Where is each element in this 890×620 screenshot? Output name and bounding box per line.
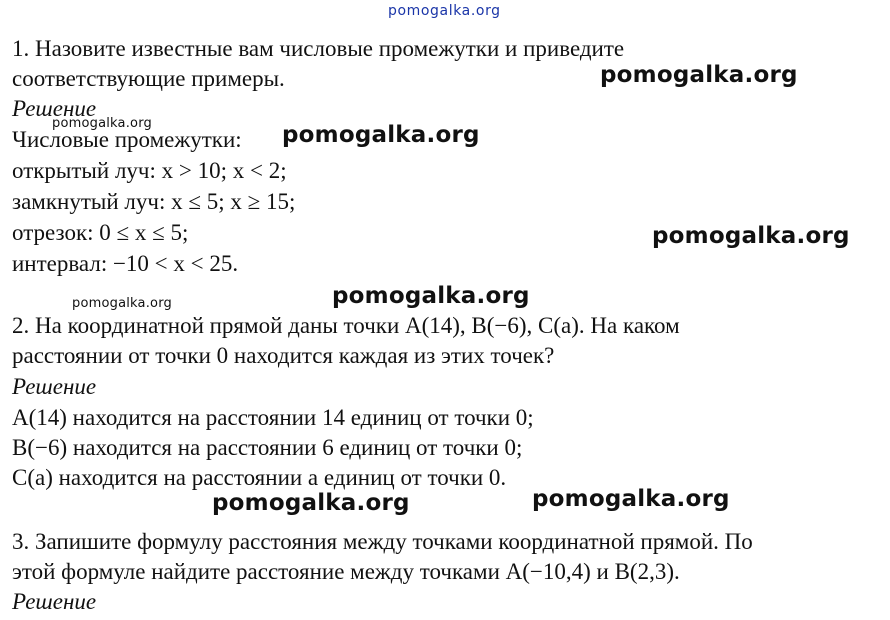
watermark: pomogalka.org	[282, 122, 480, 148]
watermark: pomogalka.org	[52, 116, 152, 131]
q2-solution-line1: A(14) находится на расстоянии 14 единиц от точки 0;	[12, 405, 534, 430]
watermark: pomogalka.org	[532, 486, 730, 512]
q1-solution-label: Решение	[12, 96, 97, 121]
q1-question-line2: соответствующие примеры.	[12, 66, 285, 91]
q3-solution-label: Решение	[12, 589, 97, 614]
watermark: pomogalka.org	[72, 296, 172, 311]
q1-solution-line2: открытый луч: x > 10; x < 2;	[12, 158, 287, 183]
q2-solution-line3: C(a) находится на расстоянии a единиц от точки 0.	[12, 465, 507, 490]
watermark: pomogalka.org	[652, 223, 850, 249]
q1-solution-line1: Числовые промежутки:	[12, 127, 242, 152]
q1-solution-line5: интервал: −10 < x < 25.	[12, 251, 239, 276]
q2-question-line2: расстоянии от точки 0 находится каждая из этих точек?	[12, 343, 555, 368]
q1-solution-line4: отрезок: 0 ≤ x ≤ 5;	[12, 220, 189, 245]
header-watermark: pomogalka.org	[388, 3, 501, 19]
q1-solution-line3: замкнутый луч: x ≤ 5; x ≥ 15;	[12, 189, 296, 214]
q3-question-line2: этой формуле найдите расстояние между точками A(−10,4) и B(2,3).	[12, 559, 680, 584]
watermark: pomogalka.org	[600, 62, 798, 88]
watermark: pomogalka.org	[332, 283, 530, 309]
q1-question-line1: 1. Назовите известные вам числовые промежутки и приведите	[12, 36, 625, 61]
q3-question-line1: 3. Запишите формулу расстояния между точками координатной прямой. По	[12, 529, 753, 554]
q2-solution-line2: B(−6) находится на расстоянии 6 единиц от точки 0;	[12, 435, 523, 460]
q2-solution-label: Решение	[12, 374, 97, 399]
watermark: pomogalka.org	[212, 490, 410, 516]
q2-question-line1: 2. На координатной прямой даны точки A(14), B(−6), C(a). На каком	[12, 313, 680, 338]
